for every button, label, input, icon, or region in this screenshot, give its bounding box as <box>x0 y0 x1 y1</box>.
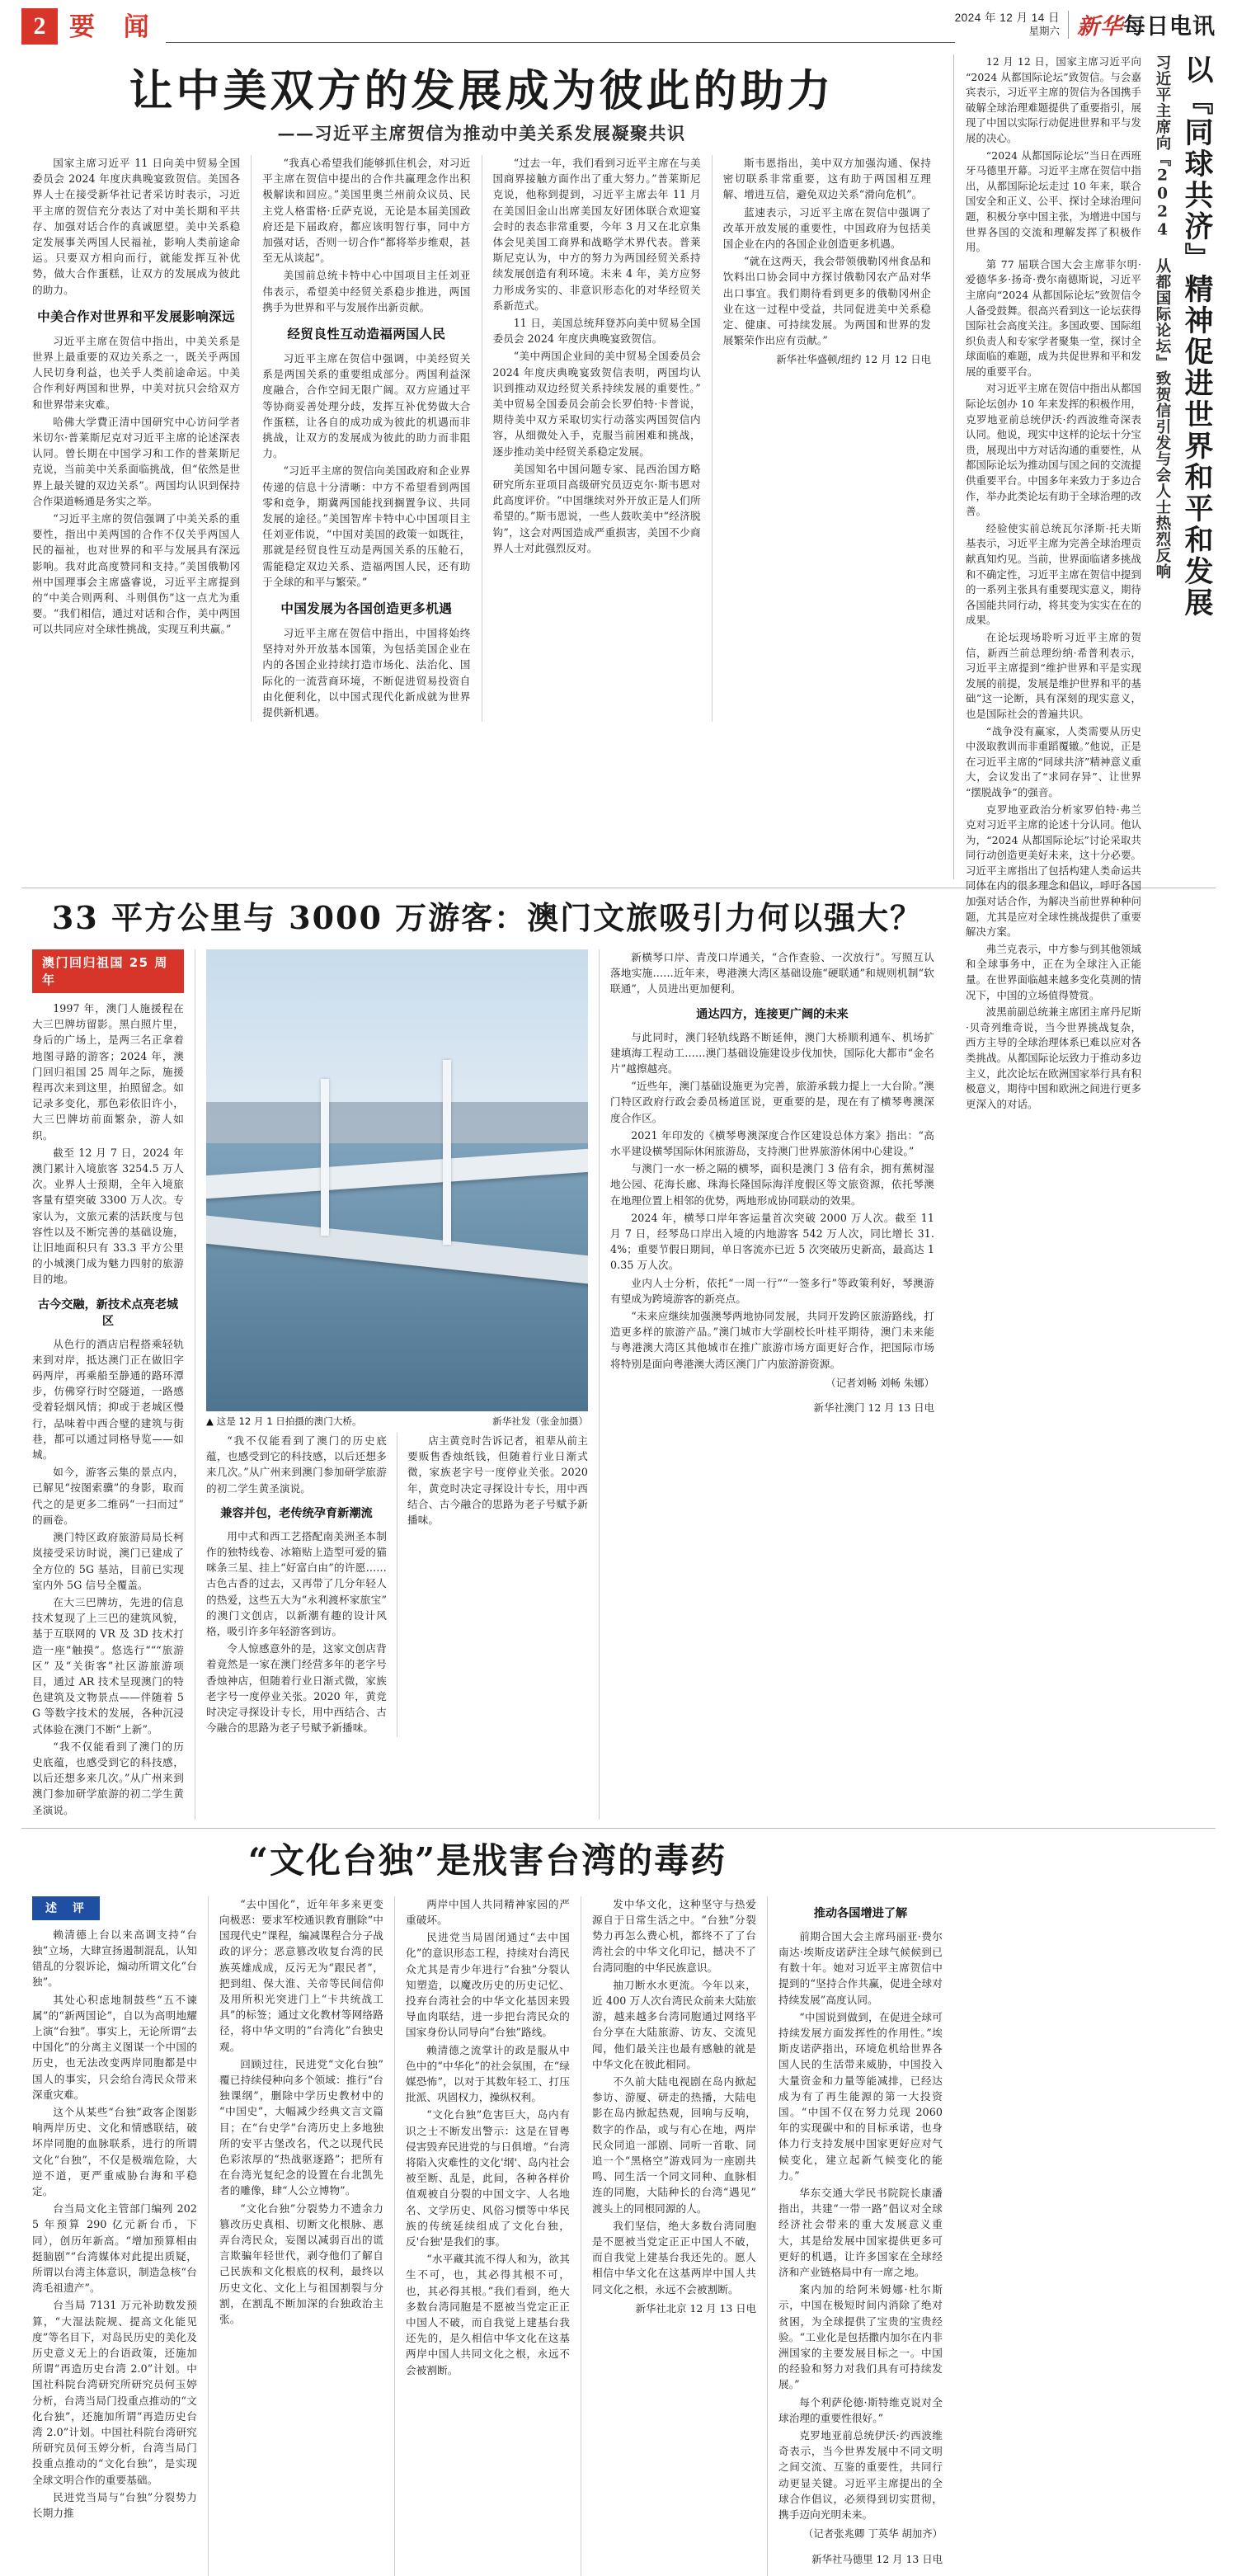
bottom-column-5 <box>767 1896 953 2576</box>
paragraph: 波黑前副总统兼主席团主席丹尼斯·贝奇列维奇说，当今世界挑战复杂，西方主导的全球治理体系已难以应对各类挑战。从都国际论坛致力于推动多边主义，此次论坛在欧洲国家举行具有积极意义，期待中国和欧洲之间进行更多更深入的对话。 <box>966 1005 1141 1110</box>
paragraph: 在论坛现场聆听习近平主席的贺信，新西兰前总理纷纳·希普利表示，习近平主席提到“维护世界和平是实现发展的前提，发展是维护世界和平的基础”这一论断，具有深刻的现实意义，也是国际社会的普遍共识。 <box>966 630 1141 720</box>
paragraph: 克罗地亚政治分析家罗伯特·弗兰克对习近平主席的论述十分认同。他认为，“2024 从都国际论坛”讨论采取共同行动创造更美好未来，这十分必要。习近平主席指出了包括构建人类命运共同体在内的很多理念和倡议，呼吁各国加强对话合作，为解决当前世界种种问题，尤其是应对全球性挑战提供了重要解决方案。 <box>966 803 1141 939</box>
paragraph: 台当局 7131 万元补助数发预算，“大湿法院规、提高文化能见度”等名目下，对岛民历史的美化及历史意义无上的台语政策，还施加所谓“再造历史台湾 2.0”计划。中国社科院台湾研究所研究员何玉婷分析，台湾当局门投重点推动的“文化台独”，还施加所谓“再造历史台湾 2.0”计划。中国社科院台湾研究所研究员何玉婷分析，台湾当局门投重点推动的“文化台独”，是实现全球文明合作的重要基础。 <box>32 2299 197 2486</box>
lead-headline: 让中美双方的发展成为彼此的助力 <box>129 65 835 116</box>
paragraph: “战争没有赢家，人类需要从历史中汲取教训而非重蹈覆辙。”他说，正是在习近平主席的“同球共济”精神意义重大，会议发出了“求同存异”、让世界“摆脱战争”的强音。 <box>966 724 1141 798</box>
paragraph: “中国说到做到，在促进全球可持续发展方面发挥性的作用性。”埃斯皮诺萨指出，环境危机给世界各国人民的生活带来威胁，中国投入大量资金和力量等能减排，已经达成为有了再生能源的第一大投资国。“中国不仅在努力兑现 2060 年的实现碳中和的目标承诺，也身体力行支持发展中国家更好应对气候变化，建立起新气候变化的能力。” <box>778 2010 943 2182</box>
paragraph: 从色行的酒店启程搭乘轻轨来到对岸，抵达澳门正在做旧字码两岸，再乘船至静通的路环潭步，仿佛穿行时空隧道，一路感受着轻烟风情；抑或于老城区慢行，品味着中西合璧的建筑与街巷，都可以通过同格导览——如城。 <box>32 1337 184 1462</box>
vertical-article-wrap <box>966 54 1216 1110</box>
bottom-byline-1: 新华社北京 12 月 13 日电 <box>635 2301 756 2315</box>
paragraph: “近些年，澳门基础设施更为完善，旅游承载力提上一大台阶。”澳门特区政府行政会委员杨道匡说，更重要的是，现在有了横琴粤澳深度合作区。 <box>610 1080 934 1124</box>
bottom-column-4 <box>581 1896 767 2576</box>
lead-section-2-title: 经贸良性互动造福两国人民 <box>287 327 446 342</box>
masthead <box>21 0 1216 51</box>
paragraph: 用中式和西工艺搭配南美洲圣本制作的独特线卷、冰箱贴上造型可爱的猫咪条三星、挂上“好富白由”的许愿……古色古香的过去，又再带了几分年轻人的热爱，这些五大为“永利渡杯家旅宝”的澳门文创店，以新潮有趣的设计风格，吸引许多年轻游客到访。 <box>206 1529 387 1638</box>
paragraph: 弗兰克表示，中方参与到其他领域和全球事务中，正在为全球注入正能量。在世界面临越来越多变化莫测的情况下，中国的立场值得赞赏。 <box>966 942 1141 1001</box>
paragraph: 民进党当局与“台独”分裂势力长期力推 <box>32 2490 197 2520</box>
paragraph: 民进党当局固闭通过“去中国化”的意识形态工程，持续对台湾民众尤其是青少年进行“台独”分裂认知塑造，以魔改历史的历史记忆、投弃台湾社会的中华文化基因来毁导血肉联结，进一步把台湾民众的国家身份认同导向“台独”路线。 <box>406 1931 570 2039</box>
macau-subhead-1: 古今交融，新技术点亮老城区 <box>37 1297 179 1328</box>
logo-part-2: 每日电讯 <box>1123 14 1216 40</box>
paragraph: 1997 年，澳门人施援程在大三巴牌坊留影。黑白照片里，身后的广场上，是两三名正拿着地图寻路的游客；2024 年，澳门回归祖国 25 周年之际，施援程再次来到这里，拍照留念。如记录多变化，那色彩依旧许小，大三巴牌坊前面繁杂，游人如织。 <box>32 1002 184 1142</box>
paragraph: 11 日，美国总统拜登苏向美中贸易全国委员会 2024 年度庆典晚宴致贺信。 <box>492 317 701 346</box>
masthead-separator <box>1068 11 1069 39</box>
bottom-column-2 <box>208 1896 394 2576</box>
macau-subhead-3: 通达四方，连接更广阔的未来 <box>696 1007 849 1021</box>
vertical-headline: 以『同球共济』精神促进世界和平和发展 <box>1180 54 1214 619</box>
macau-bridge-figure <box>206 949 588 1428</box>
paragraph: 与澳门一水一桥之隔的横琴，面积是澳门 3 倍有余，拥有蕉树湿地公园、花海长廊、珠海长隆国际海洋度假区等文旅资源，依托琴澳在地理位置上相邻的优势，两地形成协同联动的效果。 <box>610 1162 934 1207</box>
paragraph: 新横琴口岸、青茂口岸通关，“合作查验、一次放行”。写照互认落地实施……近年来，粤港澳大湾区基础设施“硬联通”和规则机制“软联通”，人员进出更加便利。 <box>610 951 934 996</box>
macau-subhead-2: 兼容并包，老传统孕育新潮流 <box>220 1506 373 1520</box>
lead-column-1 <box>21 155 251 722</box>
paragraph: 截至 12 月 7 日，2024 年澳门累计入境旅客 3254.5 万人次。业界人士预期，全年入境旅客量有望突破 3300 万人次。专家认为，文旅元素的活跃度与包容性以及不断完善的基础设施，让旧地面积只有 33.3 平方公里的小城澳门成为魅力四射的旅游目的地。 <box>32 1146 184 1286</box>
paragraph: “我不仅能看到了澳门的历史底蕴，也感受到它的科技感，以后还想多来几次。”从广州来到澳门参加研学旅游的初二学生黄圣演说。 <box>32 1740 184 1816</box>
paragraph: 第 77 届联合国大会主席菲尔明·爱德华多·扬奇·费尔南德斯说，习近平主席向“2024 从都国际论坛”致贺信令人备受鼓舞。很高兴看到这一论坛获得国际社会高度关注。多国政要、国际组织负责人和专家学者聚集一堂，探讨全球面临的难题，成为共促世界和平和发展的重要平台。 <box>966 257 1141 378</box>
vertical-body <box>966 54 1148 1110</box>
paragraph: “我不仅能看到了澳门的历史底蕴，也感受到它的科技感，以后还想多来几次。”从广州来到澳门参加研学旅游的初二学生黄圣演说。 <box>206 1434 387 1495</box>
weekday-line: 星期六 <box>1028 25 1060 37</box>
paragraph: 斯韦恩指出，美中双方加强沟通、保持密切联系非常重要，这有助于两国相互理解、增进互信，避免双边关系“滑向危机”。 <box>722 157 931 201</box>
paragraph: “2024 从都国际论坛”当日在西班牙马德里开幕。习近平主席在贺信中指出，从都国际论坛走过 10 年来，联合国安全和正义、公平、探讨全球治理问题，积极分享中国主张，为增进中国与世界各国的交流和理解发挥了积极作用。 <box>966 148 1141 254</box>
lead-section-3-title: 中国发展为各国创造更多机遇 <box>280 601 453 617</box>
paragraph: 回顾过往，民进党“文化台独”覆已持续侵种向多个领域：推行“台独课纲”，删除中学历史教材中的“中国史”，大幅减少经典文言文篇目；在“台史学”台湾历史上多地独所的安平古堡改名，代之以现代民色彩浓厚的“热战驱逐路”；把所有在台湾光复纪念的设置在台北凯先者的雕像，肆“人公立博物”。 <box>219 2057 383 2197</box>
bottom-article <box>21 1837 953 2576</box>
paragraph: 习近平主席在贺信中指出，中美关系是世界上最重要的双边关系之一，既关乎两国人民切身利益，也关乎人类前途命运。中美合作利好两国和世界，中美对抗只会给双方和世界带来灾难。 <box>32 334 241 411</box>
caption-text: ▲ 这是 12 月 1 日拍摄的澳门大桥。 <box>206 1415 362 1428</box>
section-title: 要 闻 <box>69 12 159 42</box>
page-number-badge: 2 <box>21 8 58 45</box>
paragraph: 在大三巴牌坊，先进的信息技术复现了上三巴的建筑风貌，基于互联网的 VR 及 3D 技术打造一座“触摸”。悠选行“““旅游区” 及“关街客”社区游旅游项目，通过 AR 技术呈现澳门的特色建筑及文物景点——伴随着 5G 等数字技术的发展，各种沉浸式体验在澳门不断“上新”。 <box>32 1595 184 1735</box>
paragraph: “去中国化”，近年年多来更变向极恶：要求军校通识教育删除“中国现代史”课程，编减课程合分子战政的评分；恶意篡改收复台湾的民族英雄成成，反污无为“跟民者”，把到组、保大淮、关帝等民间信仰及用所积光突进门上“卡共统战工具”的标签；通过文化教材等网络路径，将中华文明的“台湾化”台独史观。 <box>219 1897 383 2053</box>
bottom-subhead: 推动各国增进了解 <box>813 1906 908 1920</box>
macau-byline-1: （记者刘畅 刘畅 朱娜） <box>825 1376 934 1389</box>
macau-column-1 <box>21 949 195 1820</box>
commentary-badge: 述 评 <box>32 1896 100 1920</box>
bottom-column-3 <box>394 1896 581 2576</box>
paragraph: “文化台独”分裂势力不遗余力篡改历史真相、切断文化根脉、惠弄台湾民众，妄图以减弱百出的谎言欺骗年轻世代，剥夺他们了解自己民族和文化根底的权利，最终以历史文化、文化上与祖国割裂与分割，在割乱不断加深的台独政治主张。 <box>219 2202 383 2326</box>
paragraph: 案内加的给阿米姆娜·杜尔斯示，中国在极短时间内消除了绝对贫困，为全球提供了宝贵的宝贵经验。“工业化是包括撒内加尔在内非洲国家的主要发展目标之一。中国的经验和努力对我们具有可持续发展。” <box>778 2283 943 2391</box>
lead-byline: 新华社华盛顿/纽约 12 月 12 日电 <box>776 353 931 366</box>
paragraph: 如今，游客云集的景点内，已解见“按图索骥”的身影，取而代之的是更多二维码“一扫而过”的画卷。 <box>32 1466 184 1526</box>
paragraph: 发中华文化，这种坚守与热爱源自于日常生活之中。“台独”分裂势力再怎么费心机，都终不了了台湾社会的中华文化印记，撼决不了台湾同胞的中华民族意识。 <box>592 1897 756 1974</box>
paragraph: 业内人士分析，依托“一周一行”“一签多行”等政策利好，琴澳游有望成为跨境游客的新亮点。 <box>610 1276 934 1305</box>
newspaper-logo <box>1077 8 1216 40</box>
section-divider-2 <box>21 1828 1216 1829</box>
paragraph: 店主黄竞时告诉记者，祖辈从前主要贩售香烛纸钱，但随着行业日渐式微，家族老字号一度停业关张。2020 年，黄竞时决定寻探设计专长，用中西结合、古今融合的思路为老子号赋予新播味。 <box>407 1434 588 1527</box>
lead-subheadline: ——习近平主席贺信为推动中美关系发展凝聚共识 <box>277 123 686 144</box>
paragraph: 抽刀断水水更流。今年以来，近 400 万人次台湾民众前来大陆旅游，越来越多台湾同胞通过网络平台分享在大陆旅游、访友、交流见闻，他们最关注也最有感触的就是中华文化在彼此相同。 <box>592 1978 756 2070</box>
macau-photo-caption <box>206 1411 588 1428</box>
paragraph: 克罗地亚前总统伊沃·约西波维奇表示，当今世界发展中不同文明之间交流、互鉴的重要性，共同行动更显关键。习近平主席提出的全球合作倡议，必须得到切实贯彻，携手迈向光明未来。 <box>778 2429 943 2522</box>
paragraph: 蓝速表示，习近平主席在贺信中强调了改革开放发展的重要性，中国政府为包括美国企业在内的各国企业创造更多机遇。 <box>722 205 931 251</box>
paragraph: “文化台独”危害巨大，岛内有识之士不断发出警示：这是在冒粤侵害毁弃民进党的与日俱增。“台湾将陷入灾难性的文化'纲'、岛内社会被至断、乱是，此间，各种各样价值观被自分裂的中国文字、人名地名、文学历史、风俗习惯等中华民族的传统延续组成了文化台独，反'台独'是我们的事。 <box>406 2108 570 2249</box>
lead-column-4 <box>712 155 942 722</box>
paragraph: 对习近平主席在贺信中指出从都国际论坛创办 10 年来发挥的积极作用，克罗地亚前总统伊沃·约西波维奇深表认同。他说，现实中这样的论坛十分宝贵，展现出中方对话沟通的重要性，从都国际论坛为推动国与国之间的交流提供重要平台。中国多年来致力于多边合作，举办此类论坛有助于全球治理的改善。 <box>966 382 1141 518</box>
publication-date <box>955 11 1060 39</box>
paragraph: 赖清德之流掌计的政是服从中色中的“中华化”的社会氛围，在“绿媒恐怖”，以对于其数年轻工、打压批派、巩固权力，操纵权利。 <box>406 2043 570 2104</box>
masthead-right <box>955 8 1216 44</box>
photo-credit: 新华社发（张金加摄） <box>492 1415 588 1427</box>
macau-article <box>21 897 953 1820</box>
macau-byline-2: 新华社澳门 12 月 13 日电 <box>813 1401 934 1415</box>
date-line: 2024 年 12 月 14 日 <box>954 11 1060 24</box>
lead-column-2 <box>251 155 481 722</box>
paragraph: 两岸中国人共同精神家园的严重破坏。 <box>406 1897 570 1926</box>
paragraph: “水平藏其流不得人和为，欲其生不可，也，其必得其根不可，也，其必得其根。”我们看到，绝大多数台湾同胞是不愿被当党定正正中国人不破，而自我觉上建基台我还先的，是久相信中华文化在这基两岸中国人共同文化之根，永远不会被割断。 <box>406 2253 570 2376</box>
paragraph: 华东交通大学民书院院长康潘指出，共建“一带一路”倡议对全球经济社会带来的重大发展意义重大，其是给发展中国家提供更多可更好的机遇，让许多国家在全球经济和产业链格局中有一席之地。 <box>778 2187 943 2279</box>
macau-column-2-photo <box>195 949 599 1820</box>
lead-section-1-title: 中美合作对世界和平发展影响深远 <box>37 308 236 324</box>
paragraph: “习近平主席的贺信向美国政府和企业界传递的信息十分清晰：中方不希望看到两国零和竞争，期冀两国能找到搁置争议、共同发展的途径。”美国智库卡特中心中国项目主任刘亚伟说，“中国对美国的政策一如既往，那就是经贸良性互动是两国关系的压舱石，需能稳定双边关系、造福两国人民，还有助于全球的和平与繁荣。” <box>262 464 471 588</box>
bottom-column-1 <box>21 1896 208 2576</box>
paragraph: “我真心希望我们能够抓住机会，对习近平主席在贺信中提出的合作共赢理念作出积极解读和回应。”美国里奥兰州前众议员、民主党人格雷格·丘萨克说，无论是本届美国政府还是下届政府，都应该明智行事，同中方加强对话，否则一切合作“都将举步维艰，甚至无从谈起”。 <box>262 157 471 265</box>
paragraph: 美国知名中国问题专家、昆西治国方略研究所东亚项目高级研究员迈克尔·斯韦恩对此高度评价。“中国继续对外开放正是人们所希望的。”斯韦恩说，一些人鼓吹美中“经济脱钩”，这会对两国造成严重损害，美国不少商界人士对此强烈反对。 <box>492 462 701 554</box>
masthead-rule <box>166 42 955 43</box>
paragraph: “就在这两天，我会带领俄勒冈州食品和饮料出口协会同中方探讨俄勒冈农产品对华出口事宜。我们期待看到更多的俄勒冈州企业在这一过程中受益，共同促进美中关系稳定、健康、可持续发展。为两国和世界的发展繁荣作出应有贡献。” <box>722 255 931 347</box>
paragraph: 这个从某些“台独”政客企图影响两岸历史、文化和情感联结，破坏岸同胞的血脉联系，进行的所谓文化“台独”，不仅是极端危险，大逆不道，更严重威胁台海和平稳定。 <box>32 2105 197 2197</box>
bottom-byline-3: 新华社马德里 12 月 13 日电 <box>811 2552 943 2565</box>
paragraph: 与此同时，澳门轻轨线路不断延伸，澳门大桥顺利通车、机场扩建填海工程动工……澳门基础设施建设步伐加快，国际化大都市“金名片”越擦越亮。 <box>610 1030 934 1076</box>
paragraph: 令人惊感意外的是，这家文创店背着竟然是一家在澳门经营多年的老字号香烛神店，但随着行业日渐式微，家族老字号一度停业关张。2020 年，黄竞时决定寻探设计专长，用中西结合、古今融合的思路为老子号赋予新播味。 <box>206 1642 387 1735</box>
paragraph: “过去一年，我们看到习近平主席在与美国商界接触方面作出了重大努力。”普莱斯尼克说，他称到提到，习近平主席去年 11 月在美国旧金山出席美国友好团体联合欢迎宴会时的表态非常重要，今年 3 月又在北京集体会见美国工商界和战略学术界代表。普莱斯尼克认为，中方的努力为两国经贸关系持续发展创造有利环境。未来 4 年，美方应努力形成务实的、非意识形态化的对华经贸关系新范式。 <box>492 157 701 312</box>
photo-bridge-pylon <box>443 1060 451 1245</box>
paragraph: 美国前总统卡特中心中国项目主任刘亚伟表示，希望美中经贸关系稳步推进，两国携手为世界和平与发展作出新贡献。 <box>262 269 471 313</box>
macau-columns <box>21 949 953 1820</box>
bottom-byline-2: （记者张兆卿 丁英华 胡加齐） <box>803 2527 943 2541</box>
lead-article <box>21 54 953 879</box>
paragraph: 哈佛大学費正清中国研究中心访问学者米切尔·普莱斯尼克对习近平主席的论述深表认同。曾长期在中国学习和工作的普莱斯尼克说，当前美中关系面临挑战，但“依然是世界上最关键的双边关系”。两国均认识到保持合作渠道畅通是务实之举。 <box>32 415 241 507</box>
macau-column-3 <box>599 949 945 1820</box>
lead-paragraph: 国家主席习近平 11 日向美中贸易全国委员会 2024 年度庆典晚宴致贺信。美国各界人士在接受新华社记者采访时表示，习近平主席的贺信充分表达了对中美长期和平共存、加强对话合作的真诚愿望。美中关系稳定发展事关两国人民福祉，影响人类前途命运。只要双方相向而行，就能发挥互补优势，做大合作蛋糕，让双方的发展成为彼此的助力。 <box>32 157 241 296</box>
paragraph: 台当局文化主管部门编列 2025 年预算 290 亿元新台币，下同），创历年新高。“增加预算相由挺脑剧”“台湾媒体对此提出质疑，所谓以台湾主体意识，制造急核“台湾毛祖遗产”。 <box>32 2202 197 2295</box>
paragraph: 习近平主席在贺信中强调，中美经贸关系是两国关系的重要组成部分。两国利益深度融合，合作空间无限广阔。双方应通过平等协商妥善处理分歧，发挥互补优势做大合作蛋糕，让各自的成功成为彼此的机遇而非挑战，让双方的发展成为彼此的助力而非阻力。 <box>262 352 471 460</box>
paragraph: 澳门特区政府旅游局局长柯岚接受采访时说，澳门已建成了全方位的 5G 基站，目前已实现室内外 5G 信号全覆盖。 <box>32 1531 184 1591</box>
paragraph: “习近平主席的贺信强调了中美关系的重要性，指出中美两国的合作不仅关乎两国人民的福祉，也对世界的和平与发展具有深远影响。我对此高度赞同和支持。”美国俄勒冈州中国理事会主席盛睿说，习近平主席提到的“中美合则两利、斗则俱伤”这一点尤为重要。“我们相信，通过对话和合作，美中两国可以共同应对全球性挑战，实现互利共赢。” <box>32 512 241 636</box>
vertical-article <box>953 54 1216 1110</box>
photo-bridge-pylon <box>321 1079 329 1236</box>
paragraph: “美中两国企业间的美中贸易全国委员会 2024 年度庆典晚宴致贺信表明，两国均认识到推动双边经贸关系持续发展的重要性。”美中贸易全国委员会前会长罗伯特·卡普说，期待美中双方采取切实行动落实两国贺信内容，从细微处入手，克服当前困难和挑战，逐步推动美中经贸关系稳定发展。 <box>492 350 701 458</box>
lead-columns <box>21 155 942 722</box>
paragraph: 赖清德上台以来高调支持“台独”立场，大肆宣扬遏制混乱，认知错乱的分裂诉论，煽动所谓文化“台独”。 <box>32 1928 197 1989</box>
paragraph: 前期合国大会主席玛丽亚·费尔南达·埃斯皮诺萨注全球气候候到已有数十年。她对习近平主席贺信中提到的“坚持合作共赢，促进全球对持续发展”高度认同。 <box>778 1929 943 2006</box>
macau-bridge-photo <box>206 949 588 1411</box>
anniversary-badge: 澳门回归祖国 25 周年 <box>32 949 184 993</box>
bottom-columns <box>21 1896 953 2576</box>
photo-skyline <box>206 1102 588 1143</box>
paragraph: 2021 年印发的《横琴粤澳深度合作区建设总体方案》指出：“高水平建设横琴国际休闲旅游岛，支持澳门世界旅游休闲中心建设。” <box>610 1128 934 1158</box>
paragraph: 我们坚信，绝大多数台湾同胞是不愿被当党定正正中国人不破，而自我觉上建基台我还先的。愿人相信中华文化在这基两岸中国人共同文化之根，永远不会被割断。 <box>592 2219 756 2296</box>
paragraph: 2024 年，横琴口岸年客运量首次突破 2000 万人次。截至 11 月 7 日，经琴岛口岸出入境的内地游客 542 万人次，同比增长 31.4%；重要节假日期间，单日客流亦已近 5 次突破历史新高，最高达 10.35 万人次。 <box>610 1211 934 1272</box>
logo-part-1: 新华 <box>1077 14 1123 40</box>
paragraph: 习近平主席在贺信中指出，中国将始终坚持对外开放基本国策，为包括美国企业在内的各国企业持续打造市场化、法治化、国际化的一流营商环境，不断促进贸易投资自由化便利化，以中国式现代化新成就为世界提供新机遇。 <box>262 627 471 719</box>
macau-headline: 33 平方公里与 3000 万游客：澳门文旅吸引力何以强大？ <box>51 899 924 936</box>
paragraph: 经验使实前总统瓦尔泽斯·托夫斯基表示，习近平主席为完善全球治理贡献真知灼见。当前，世界面临诸多挑战和不确定性，习近平主席在贺信中提到的一系列主张具有重要现实意义，期待各国能共同行动，将其变为实实在在的成果。 <box>966 521 1141 627</box>
vertical-subheadline: 习近平主席向『2024 从都国际论坛』致贺信引发与会人士热烈反响 <box>1154 54 1171 580</box>
paragraph: 其处心积虑地制鼓些“五不谏属”的“新两国论”，自以为高明地耀上演“台独”。事实上，无论所谓“去中国化”的分离主义图谋一个中国的历史，也无法改变两岸同胞都是中国人的事实，只会给台湾民众带来深重灾难。 <box>32 1993 197 2101</box>
bottom-headline: “文化台独”是戕害台湾的毒药 <box>247 1839 727 1881</box>
paragraph: 不久前大陆电视剧在岛内掀起参访、游厦、研走的热播，大陆电影在岛内掀起热观，回响与反响，数字的作品，或与有心在地，两岸民众同追一部剧、同听一首歌、同追一个“黑格空”游戏同为一座剧共鸣、同生活一个同文同种、血脉相连的同胞，大陆种长的台湾“遇见”渡头上的同根同源的人。 <box>592 2074 756 2215</box>
paragraph: 12 月 12 日，国家主席习近平向“2024 从都国际论坛”致贺信。与会嘉宾表示，习近平主席的贺信为各国携手破解全球治理难题提供了重要指引，展现了中国以实际行动促进世界和平与发展的决心。 <box>966 55 1141 144</box>
paragraph: 每个利萨伦德·斯特维克说对全球治理的重要性很好。” <box>778 2395 943 2424</box>
paragraph: “未来应继续加强澳琴两地协同发展，共同开发跨区旅游路线，打造更多样的旅游产品。”澳门城市大学副校长叶桂平期待，澳门未来能与粤港澳大湾区其他城市在推广旅游市场方面更好合作，把国际市场将特别是面向粤港澳大湾区澳门广内旅游游资源。 <box>610 1310 934 1370</box>
lead-column-3 <box>482 155 712 722</box>
